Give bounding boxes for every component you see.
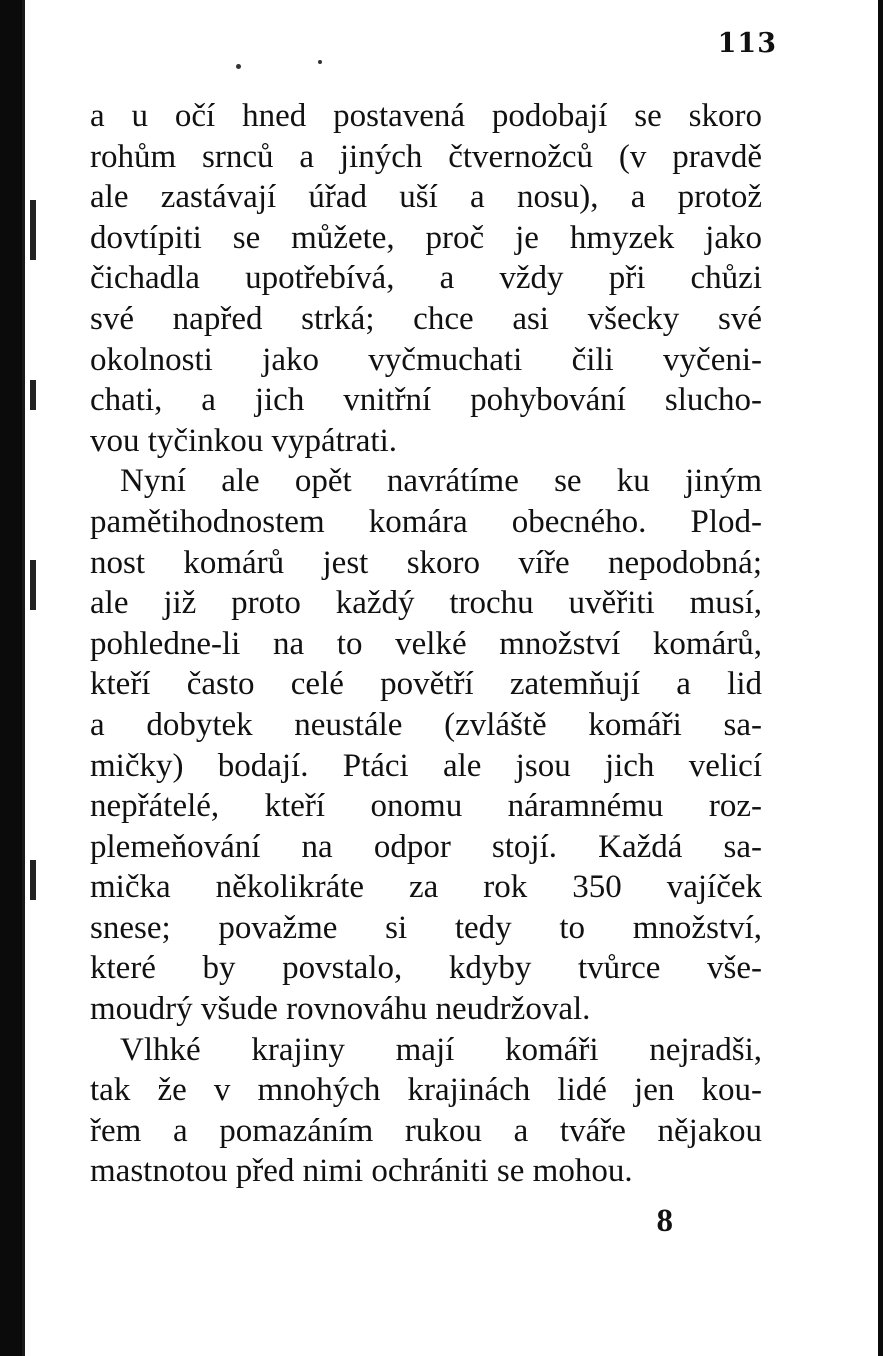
text-line: vou tyčinkou vypátrati. — [90, 422, 398, 459]
text-line: kteří často celé povětří zatemňují a lid — [90, 666, 762, 703]
scan-speck — [318, 60, 322, 64]
text-line: mičky) bodají. Ptáci ale jsou jich velicí — [90, 747, 762, 784]
text-line: mička několikráte za rok 350 vajíček — [90, 869, 762, 906]
text-line: své napřed strká; chce asi všecky své — [90, 300, 762, 337]
text-line: a dobytek neustále (zvláště komáři sa- — [90, 706, 762, 743]
text-line: Vlhké krajiny mají komáři nejradši, — [120, 1031, 762, 1068]
text-line: plemeňování na odpor stojí. Každá sa- — [90, 828, 762, 865]
text-line: čichadla upotřebívá, a vždy při chůzi — [90, 260, 762, 297]
text-line: moudrý všude rovnováhu neudržoval. — [90, 991, 591, 1028]
text-line: řem a pomazáním rukou a tváře nějakou — [90, 1112, 762, 1149]
text-line: rohům srnců a jiných čtvernožců (v pravdě — [90, 138, 762, 175]
text-line: chati, a jich vnitřní pohybování slucho- — [90, 382, 762, 419]
text-line: tak že v mnohých krajinách lidé jen kou- — [90, 1072, 762, 1109]
text-line: ale zastávají úřad uší a nosu), a protož — [90, 179, 762, 216]
gutter-mark — [30, 860, 36, 900]
text-line: Nyní ale opět navrátíme se ku jiným — [120, 463, 762, 500]
text-line: pamětihodnostem komára obecného. Plod- — [90, 503, 762, 540]
text-line: nost komárů jest skoro víře nepodobná; — [90, 544, 762, 581]
text-line: dovtípiti se můžete, proč je hmyzek jako — [90, 219, 762, 256]
text-line: a u očí hned postavená podobají se skoro — [90, 98, 762, 134]
text-line: nepřátelé, kteří onomu náramnému roz- — [90, 788, 762, 825]
text-line: pohledne-li na to velké množství komárů, — [90, 625, 762, 662]
gutter-mark — [30, 560, 36, 610]
text-line: mastnotou před nimi ochrániti se mohou. — [90, 1153, 633, 1190]
page-right-edge — [878, 0, 883, 1356]
text-line: okolnosti jako vyčmuchati čili vyčeni- — [90, 341, 762, 378]
body-text — [90, 96, 762, 1192]
scan-speck — [236, 64, 241, 69]
text-line: ale již proto každý trochu uvěřiti musí, — [90, 585, 762, 622]
text-line: snese; považme si tedy to množství, — [90, 909, 762, 946]
page-number: 113 — [717, 28, 777, 59]
gutter-mark — [30, 200, 36, 260]
printer-signature-mark: 8 — [656, 1203, 673, 1239]
gutter-mark — [30, 380, 36, 410]
text-line: které by povstalo, kdyby tvůrce vše- — [90, 950, 762, 987]
